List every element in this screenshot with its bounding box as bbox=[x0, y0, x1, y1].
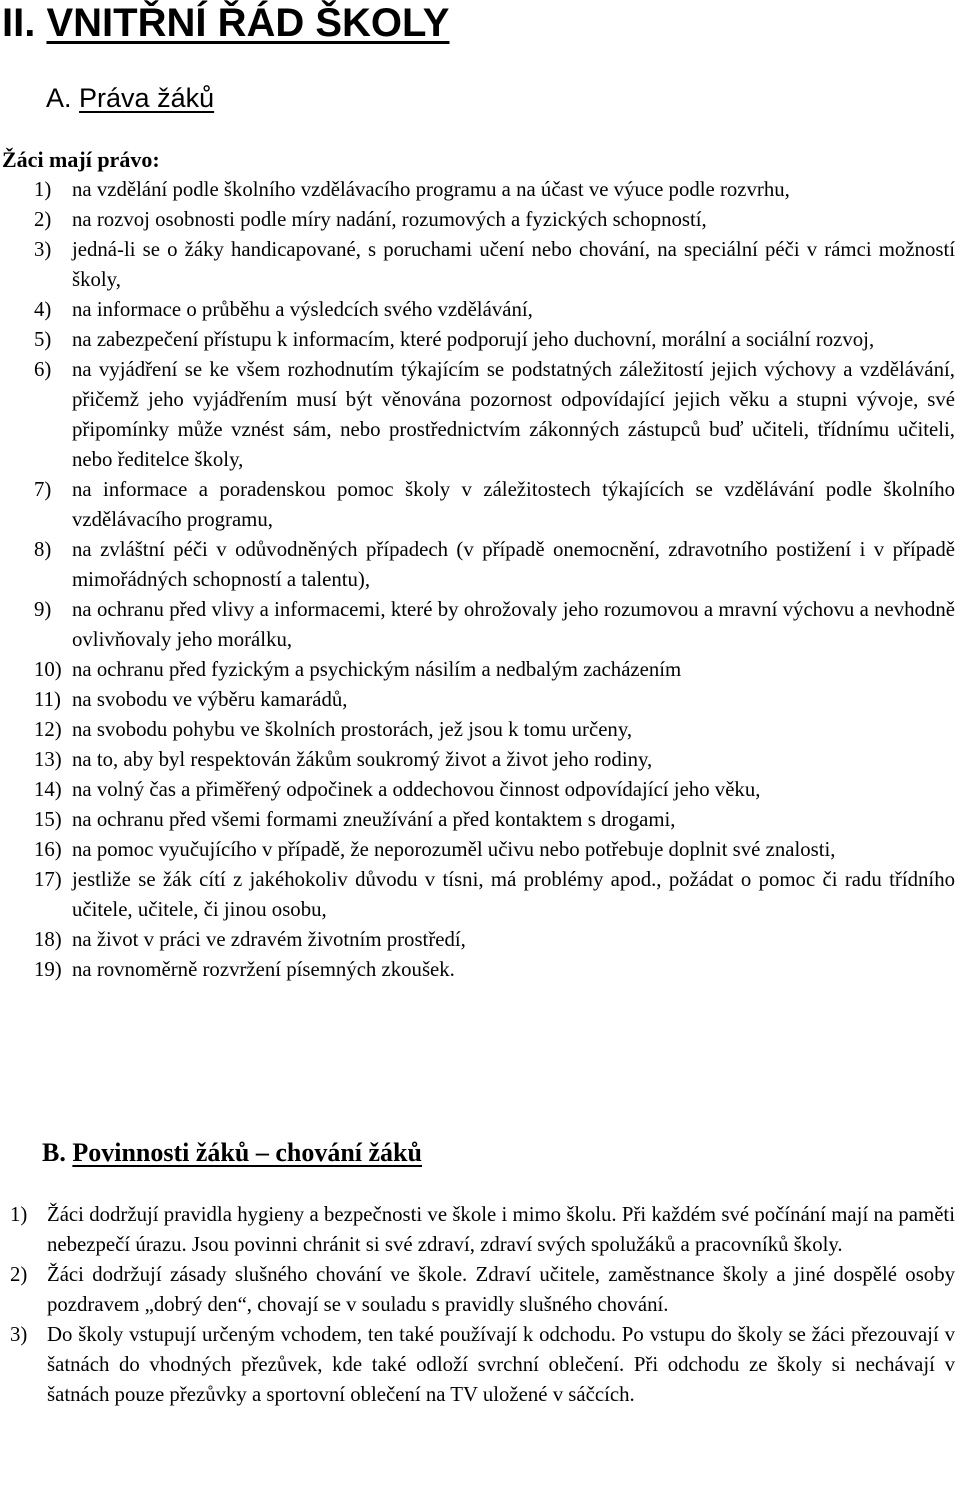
item-text: na ochranu před všemi formami zneužívání a před kontaktem s drogami, bbox=[72, 808, 676, 831]
list-item bbox=[0, 655, 955, 685]
list-item bbox=[0, 595, 955, 655]
section-b-letter: B. bbox=[42, 1138, 66, 1167]
item-text: na ochranu před vlivy a informacemi, které by ohrožovaly jeho rozumovou a mravní výchovu a nevhodně ovlivňovaly jeho morálku, bbox=[72, 598, 955, 651]
list-item bbox=[0, 865, 955, 925]
item-text: na zvláštní péči v odůvodněných případech (v případě onemocnění, zdravotního postižení i v případě mimořádných schopností a talentu), bbox=[72, 538, 955, 591]
list-item bbox=[0, 715, 955, 745]
item-number: 7) bbox=[34, 478, 52, 501]
item-number: 8) bbox=[34, 538, 52, 561]
rights-intro: Žáci mají právo: bbox=[2, 147, 160, 172]
list-item bbox=[0, 295, 955, 325]
item-number: 18) bbox=[34, 928, 62, 951]
list-item bbox=[0, 235, 955, 295]
item-number: 5) bbox=[34, 328, 52, 351]
list-item bbox=[0, 475, 955, 535]
item-text: na vyjádření se ke všem rozhodnutím týkajícím se podstatných záležitostí jejich výchovy a vzdělávání, přičemž jeho vyjádřením musí být věnována pozornost odpovídající jejich věku a stupni vývoje, své připomínky může vznést sám, nebo prostřednictvím zákonných zástupců buď učiteli, třídnímu učiteli, nebo ředitelce školy, bbox=[72, 358, 955, 471]
section-a-heading bbox=[46, 80, 214, 116]
item-number: 4) bbox=[34, 298, 52, 321]
item-number: 11) bbox=[34, 688, 61, 711]
list-item bbox=[0, 1320, 955, 1410]
title-text: VNITŘNÍ ŘÁD ŠKOLY bbox=[46, 1, 450, 45]
rights-list bbox=[0, 175, 955, 985]
item-number: 10) bbox=[34, 658, 62, 681]
item-number: 12) bbox=[34, 718, 62, 741]
item-text: na vzdělání podle školního vzdělávacího programu a na účast ve výuce podle rozvrhu, bbox=[72, 178, 790, 201]
section-b-title: Povinnosti žáků – chování žáků bbox=[72, 1138, 422, 1167]
list-item bbox=[0, 1260, 955, 1320]
item-number: 3) bbox=[34, 238, 52, 261]
item-text: na rozvoj osobnosti podle míry nadání, rozumových a fyzických schopností, bbox=[72, 208, 707, 231]
item-number: 2) bbox=[34, 208, 52, 231]
list-item bbox=[0, 805, 955, 835]
item-text: na ochranu před fyzickým a psychickým násilím a nedbalým zacházením bbox=[72, 658, 682, 681]
item-text: na to, aby byl respektován žákům soukromý život a život jeho rodiny, bbox=[72, 748, 653, 771]
list-item bbox=[0, 925, 955, 955]
item-text: na pomoc vyučujícího v případě, že neporozuměl učivu nebo potřebuje doplnit své znalosti, bbox=[72, 838, 836, 861]
section-a-letter: A. bbox=[46, 83, 72, 113]
item-text: jestliže se žák cítí z jakéhokoliv důvodu v tísni, má problémy apod., požádat o pomoc či radu třídního učitele, učitele, či jinou osobu, bbox=[72, 868, 955, 921]
page-title bbox=[2, 0, 449, 49]
item-text: na rovnoměrně rozvržení písemných zkoušek. bbox=[72, 958, 455, 981]
list-item bbox=[0, 955, 955, 985]
item-number: 6) bbox=[34, 358, 52, 381]
item-text: Žáci dodržují pravidla hygieny a bezpečnosti ve škole i mimo školu. Při každém své počínání mají na paměti nebezpečí úrazu. Jsou povinni chránit si své zdraví, zdraví svých spolužáků a pracovníků školy. bbox=[47, 1203, 955, 1256]
item-text: Do školy vstupují určeným vchodem, ten také používají k odchodu. Po vstupu do školy se žáci přezouvají v šatnách do vhodných přezůvek, kde také odloží svrchní oblečení. Při odchodu ze školy si nechávají v šatnách pouze přezůvky a sportovní oblečení na TV uložené v sáčcích. bbox=[47, 1323, 955, 1406]
duties-list bbox=[0, 1200, 955, 1410]
item-number: 2) bbox=[10, 1263, 28, 1286]
list-item bbox=[0, 835, 955, 865]
item-number: 9) bbox=[34, 598, 52, 621]
item-text: na informace a poradenskou pomoc školy v záležitostech týkajících se vzdělávání podle školního vzdělávacího programu, bbox=[72, 478, 955, 531]
item-number: 19) bbox=[34, 958, 62, 981]
list-item bbox=[0, 1200, 955, 1260]
title-number: II. bbox=[2, 1, 36, 45]
section-b-heading bbox=[42, 1135, 422, 1171]
item-text: na volný čas a přiměřený odpočinek a oddechovou činnost odpovídající jeho věku, bbox=[72, 778, 761, 801]
list-item bbox=[0, 685, 955, 715]
item-number: 17) bbox=[34, 868, 62, 891]
item-text: Žáci dodržují zásady slušného chování ve škole. Zdraví učitele, zaměstnance školy a jiné dospělé osoby pozdravem „dobrý den“, chovají se v souladu s pravidly slušného chování. bbox=[47, 1263, 955, 1316]
list-item bbox=[0, 355, 955, 475]
section-a-title: Práva žáků bbox=[79, 83, 215, 113]
item-text: na svobodu ve výběru kamarádů, bbox=[72, 688, 348, 711]
item-text: na zabezpečení přístupu k informacím, které podporují jeho duchovní, morální a sociální rozvoj, bbox=[72, 328, 875, 351]
item-text: na informace o průběhu a výsledcích svého vzdělávání, bbox=[72, 298, 533, 321]
item-number: 13) bbox=[34, 748, 62, 771]
item-text: na život v práci ve zdravém životním prostředí, bbox=[72, 928, 466, 951]
item-number: 16) bbox=[34, 838, 62, 861]
list-item bbox=[0, 745, 955, 775]
list-item bbox=[0, 325, 955, 355]
item-number: 3) bbox=[10, 1323, 28, 1346]
item-number: 1) bbox=[34, 178, 52, 201]
list-item bbox=[0, 205, 955, 235]
list-item bbox=[0, 535, 955, 595]
item-text: na svobodu pohybu ve školních prostorách, jež jsou k tomu určeny, bbox=[72, 718, 633, 741]
item-number: 1) bbox=[10, 1203, 28, 1226]
list-item bbox=[0, 775, 955, 805]
list-item bbox=[0, 175, 955, 205]
item-text: jedná-li se o žáky handicapované, s poruchami učení nebo chování, na speciální péči v rámci možností školy, bbox=[72, 238, 955, 291]
item-number: 15) bbox=[34, 808, 62, 831]
item-number: 14) bbox=[34, 778, 62, 801]
